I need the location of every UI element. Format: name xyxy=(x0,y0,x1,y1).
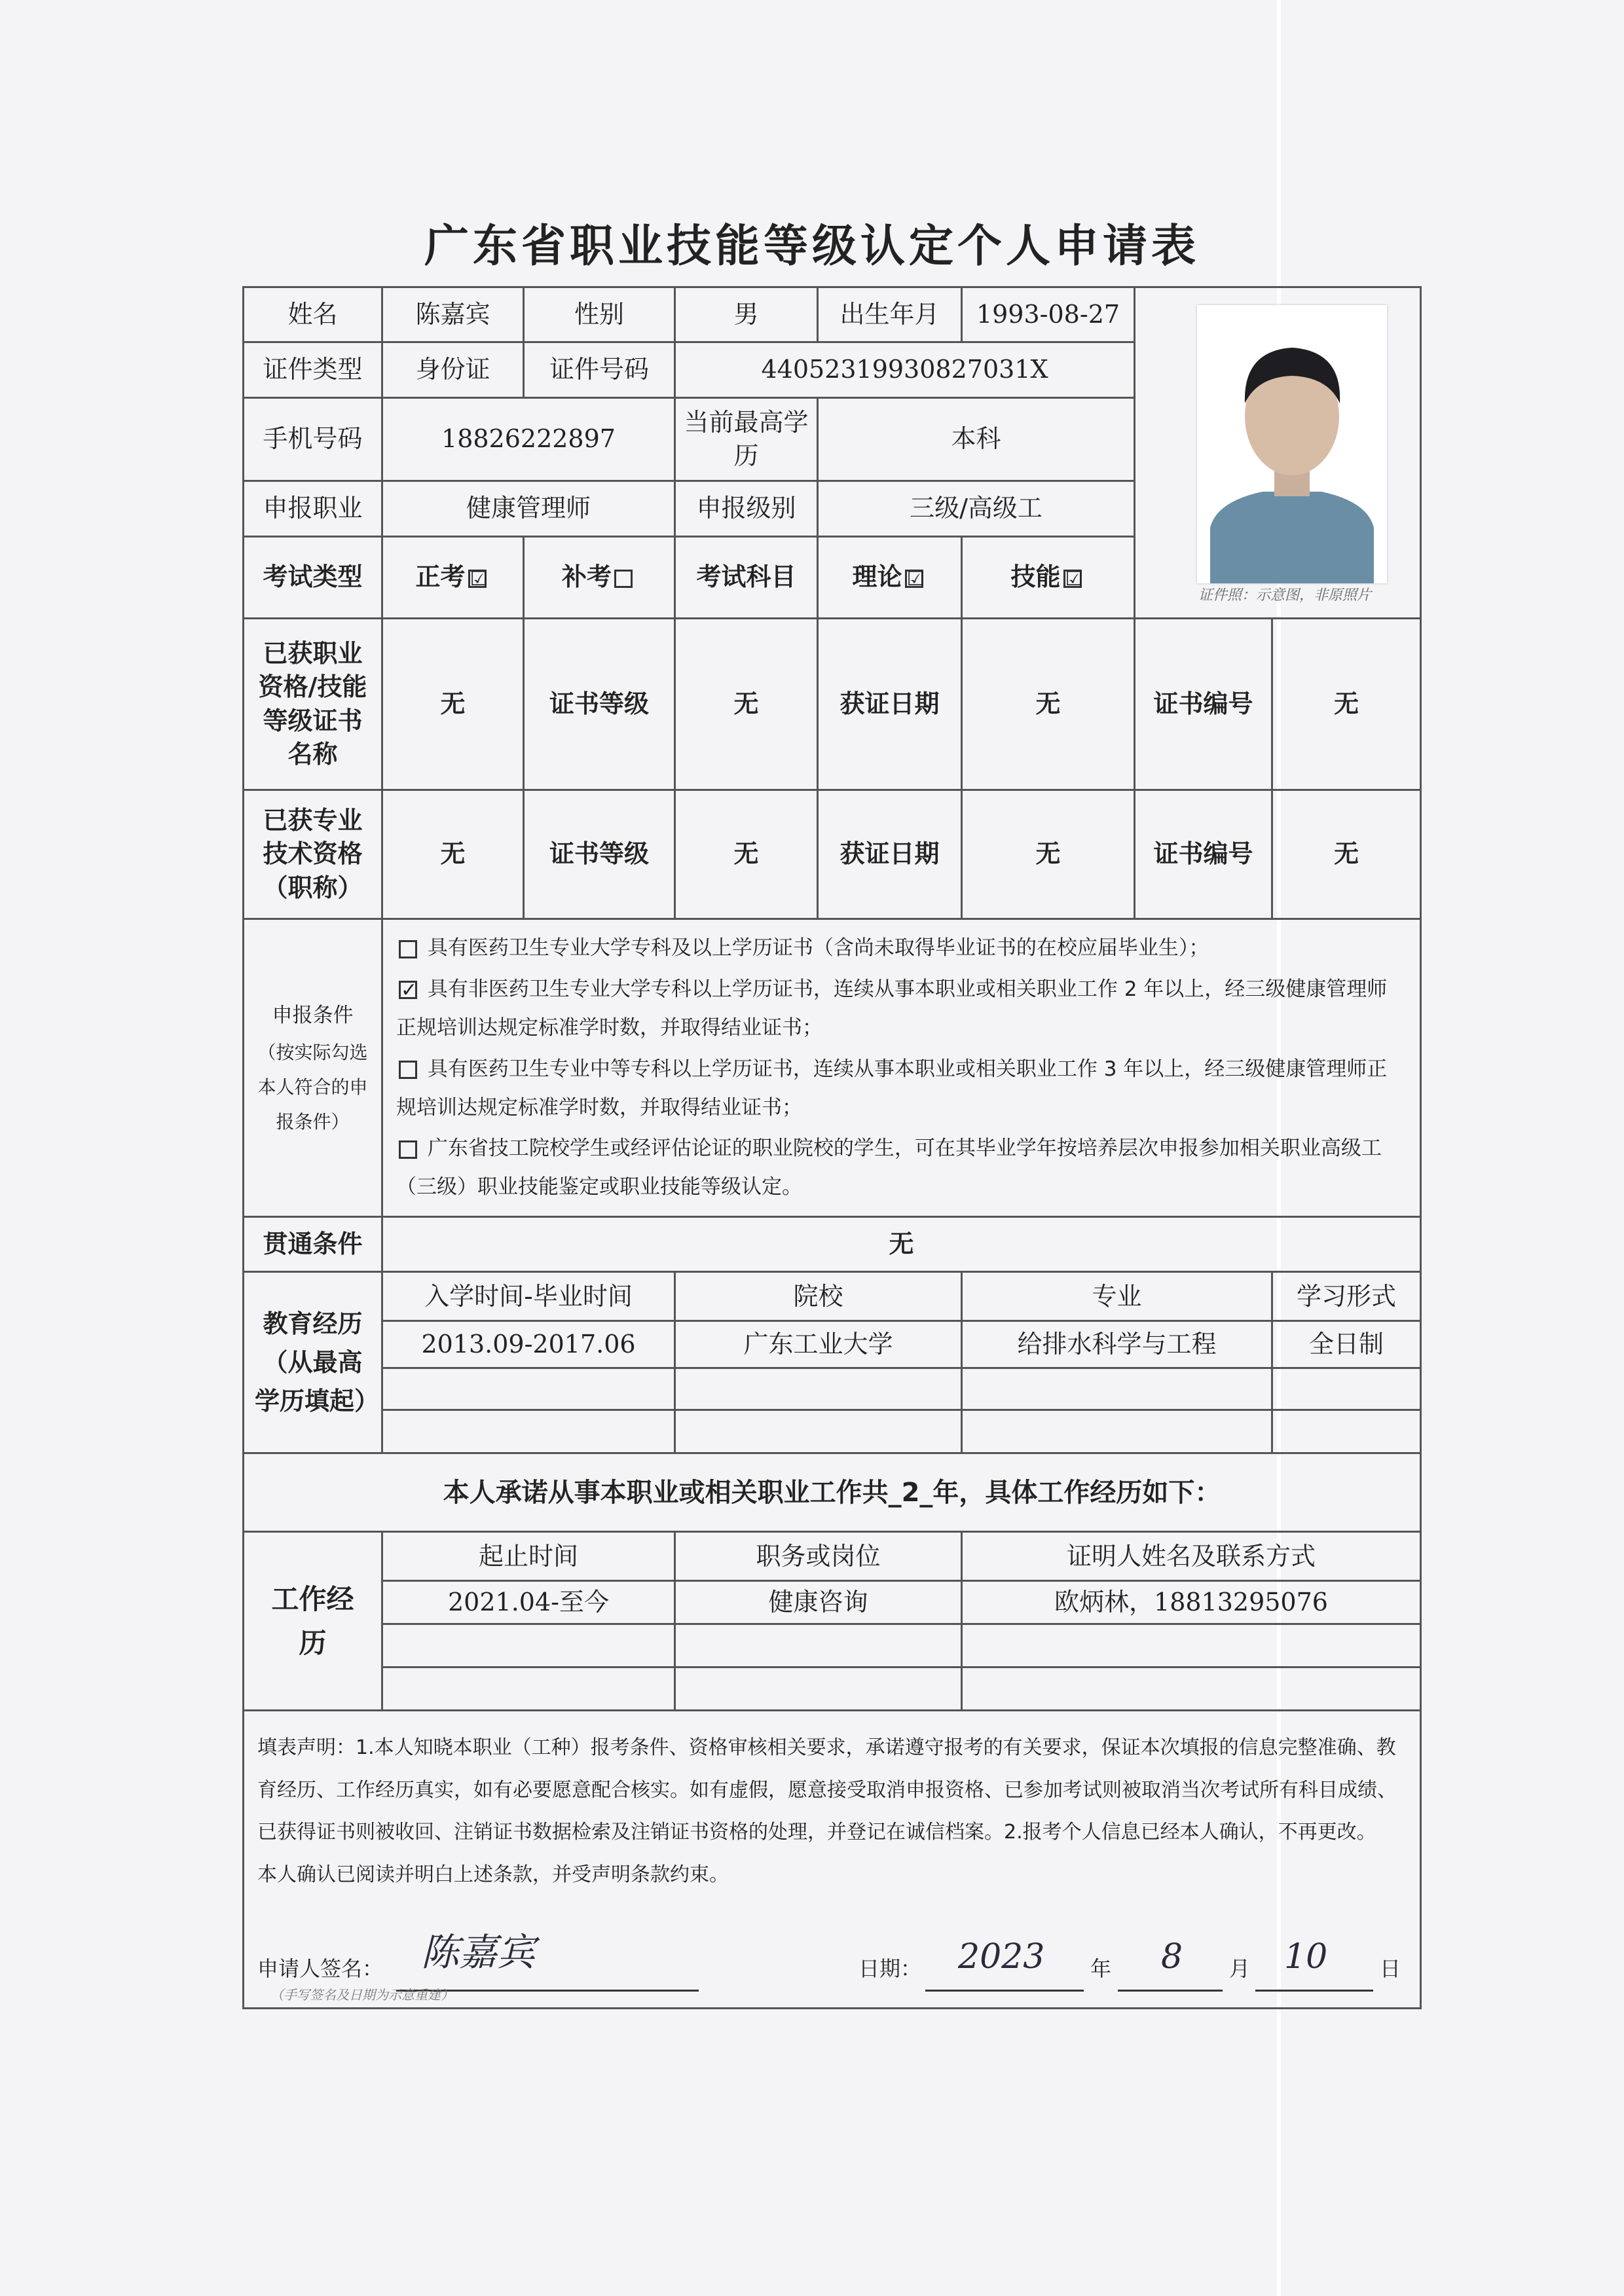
edu-period xyxy=(382,1368,675,1410)
education-label: 教育经历（从最高学历填起） xyxy=(244,1272,382,1453)
conditions-hint: （按实际勾选本人符合的申报条件） xyxy=(257,1041,368,1133)
form-title: 广东省职业技能等级认定个人申请表 xyxy=(424,221,1200,272)
cert1-date-label: 获证日期 xyxy=(818,619,962,790)
work-position xyxy=(675,1624,962,1667)
edu-mode xyxy=(1272,1368,1421,1410)
table-row xyxy=(244,1581,1421,1624)
subject-skill-option xyxy=(962,537,1135,619)
condition-item xyxy=(396,970,1407,1048)
edu-header-school: 院校 xyxy=(675,1272,962,1321)
cert2-no-label: 证书编号 xyxy=(1135,790,1272,919)
exam-regular-checkbox: ☑ xyxy=(468,570,487,588)
cert1-no-label: 证书编号 xyxy=(1135,619,1272,790)
condition-item xyxy=(396,1050,1407,1127)
day-label: 日 xyxy=(1380,1956,1401,1982)
cert2-name: 无 xyxy=(382,790,524,919)
condition-item xyxy=(396,1129,1407,1207)
signature-label: 申请人签名： xyxy=(257,1956,384,1982)
edu-header-mode: 学习形式 xyxy=(1272,1272,1421,1321)
photo-cell xyxy=(1135,287,1421,619)
subject-skill-checkbox: ☑ xyxy=(1063,570,1082,588)
name-value: 陈嘉宾 xyxy=(382,287,524,342)
id-type-value: 身份证 xyxy=(382,342,524,398)
condition-4-checkbox xyxy=(399,1140,417,1159)
gender-value: 男 xyxy=(675,287,818,342)
work-reference: 欧炳林，18813295076 xyxy=(962,1581,1421,1624)
phone-label: 手机号码 xyxy=(244,398,382,481)
edu-mode xyxy=(1272,1410,1421,1453)
handwritten-year: 2023 xyxy=(958,1937,1045,1977)
edu-header-major: 专业 xyxy=(962,1272,1272,1321)
cert1-level: 无 xyxy=(675,619,818,790)
edu-header-period: 入学时间-毕业时间 xyxy=(382,1272,675,1321)
work-header-position: 职务或岗位 xyxy=(675,1532,962,1581)
cert2-no: 无 xyxy=(1272,790,1421,919)
job-label: 申报职业 xyxy=(244,481,382,537)
subject-theory-label: 理论 xyxy=(852,562,902,592)
cert2-level: 无 xyxy=(675,790,818,919)
work-commitment: 本人承诺从事本职业或相关职业工作共_2_年，具体工作经历如下： xyxy=(244,1453,1421,1532)
declaration-block xyxy=(244,1711,1421,2009)
exam-makeup-option xyxy=(524,537,675,619)
level-value: 三级/高级工 xyxy=(818,481,1135,537)
phone-value: 18826222897 xyxy=(382,398,675,481)
table-row xyxy=(244,1624,1421,1667)
gender-label: 性别 xyxy=(524,287,675,342)
exam-type-label: 考试类型 xyxy=(244,537,382,619)
cert1-level-label: 证书等级 xyxy=(524,619,675,790)
exam-makeup-checkbox xyxy=(614,570,633,588)
name-label: 姓名 xyxy=(244,287,382,342)
id-type-label: 证件类型 xyxy=(244,342,382,398)
table-row xyxy=(244,1368,1421,1410)
id-no-label: 证件号码 xyxy=(524,342,675,398)
exam-makeup-label: 补考 xyxy=(561,562,612,592)
work-period xyxy=(382,1624,675,1667)
edu-school xyxy=(675,1410,962,1453)
handwritten-note: （手写签名及日期为示意重建） xyxy=(270,1987,454,2003)
cert2-date: 无 xyxy=(962,790,1135,919)
level-label: 申报级别 xyxy=(675,481,818,537)
date-label: 日期： xyxy=(858,1956,922,1982)
edu-period: 2013.09-2017.06 xyxy=(382,1321,675,1368)
edu-major xyxy=(962,1410,1272,1453)
edu-school xyxy=(675,1368,962,1410)
condition-2-checkbox: ✓ xyxy=(399,981,417,999)
edu-value: 本科 xyxy=(818,398,1135,481)
condition-2-text: 具有非医药卫生专业大学专科以上学历证书，连续从事本职业或相关职业工作 2 年以上，经三级健康管理师正规培训达规定标准学时数，并取得结业证书； xyxy=(396,977,1388,1040)
work-header-reference: 证明人姓名及联系方式 xyxy=(962,1532,1421,1581)
year-label: 年 xyxy=(1090,1956,1112,1982)
cert1-name: 无 xyxy=(382,619,524,790)
work-reference xyxy=(962,1667,1421,1711)
edu-label: 当前最高学历 xyxy=(675,398,818,481)
work-position: 健康咨询 xyxy=(675,1581,962,1624)
handwritten-signature: 陈嘉宾 xyxy=(421,1929,536,1975)
declaration-confirm: 本人确认已阅读并明白上述条款，并受声明条款约束。 xyxy=(257,1863,729,1886)
work-period: 2021.04-至今 xyxy=(382,1581,675,1624)
cert2-label: 已获专业技术资格（职称） xyxy=(244,790,382,919)
condition-1-checkbox xyxy=(399,940,417,958)
work-reference xyxy=(962,1624,1421,1667)
conditions-list xyxy=(382,919,1421,1217)
application-form-table xyxy=(242,286,1422,2009)
subject-theory-option xyxy=(818,537,962,619)
condition-item xyxy=(396,929,1407,968)
through-value: 无 xyxy=(382,1217,1421,1272)
month-label: 月 xyxy=(1229,1956,1251,1982)
subject-theory-checkbox: ☑ xyxy=(905,570,923,588)
cert1-no: 无 xyxy=(1272,619,1421,790)
id-no-value: 44052319930827031X xyxy=(675,342,1135,398)
through-label: 贯通条件 xyxy=(244,1217,382,1272)
condition-3-checkbox xyxy=(399,1061,417,1079)
edu-period xyxy=(382,1410,675,1453)
table-row xyxy=(244,1667,1421,1711)
conditions-label-cell xyxy=(244,919,382,1217)
signature-row xyxy=(257,1929,1407,2003)
handwritten-month: 8 xyxy=(1161,1937,1183,1977)
edu-major xyxy=(962,1368,1272,1410)
photo-note: 证件照：示意图，非原照片 xyxy=(1198,587,1372,604)
condition-1-text: 具有医药卫生专业大学专科及以上学历证书（含尚未取得毕业证书的在校应届毕业生）； xyxy=(427,936,1209,960)
exam-subject-label: 考试科目 xyxy=(675,537,818,619)
edu-major: 给排水科学与工程 xyxy=(962,1321,1272,1368)
dob-label: 出生年月 xyxy=(818,287,962,342)
cert2-level-label: 证书等级 xyxy=(524,790,675,919)
edu-mode: 全日制 xyxy=(1272,1321,1421,1368)
edu-school: 广东工业大学 xyxy=(675,1321,962,1368)
work-position xyxy=(675,1667,962,1711)
table-row xyxy=(244,1321,1421,1368)
work-header-period: 起止时间 xyxy=(382,1532,675,1581)
exam-regular-label: 正考 xyxy=(415,562,466,592)
job-value: 健康管理师 xyxy=(382,481,675,537)
table-row xyxy=(244,1410,1421,1453)
conditions-label: 申报条件 xyxy=(272,1003,354,1027)
cert1-label: 已获职业资格/技能等级证书名称 xyxy=(244,619,382,790)
subject-skill-label: 技能 xyxy=(1010,562,1061,592)
declaration-text: 填表声明：1.本人知晓本职业（工种）报考条件、资格审核相关要求，承诺遵守报考的有关要求，保证本次填报的信息完整准确、教育经历、工作经历真实，如有必要愿意配合核实。如有虚假，愿意接受取消申报资格、已参加考试则被取消当次考试所有科目成绩、已获得证书则被收回、注销证书数据检索及注销证书资格的处理，并登记在诚信档案。2.报考个人信息已经本人确认，不再更改。 xyxy=(257,1736,1397,1844)
work-label: 工作经历 xyxy=(244,1532,382,1711)
condition-4-text: 广东省技工院校学生或经评估论证的职业院校的学生，可在其毕业学年按培养层次申报参加相关职业高级工（三级）职业技能鉴定或职业技能等级认定。 xyxy=(396,1137,1382,1199)
handwritten-day: 10 xyxy=(1284,1937,1328,1977)
cert1-date: 无 xyxy=(962,619,1135,790)
work-period xyxy=(382,1667,675,1711)
condition-3-text: 具有医药卫生专业中等专科以上学历证书，连续从事本职业或相关职业工作 3 年以上，经三级健康管理师正规培训达规定标准学时数，并取得结业证书； xyxy=(396,1057,1388,1120)
exam-regular-option xyxy=(382,537,524,619)
dob-value: 1993-08-27 xyxy=(962,287,1135,342)
cert2-date-label: 获证日期 xyxy=(818,790,962,919)
